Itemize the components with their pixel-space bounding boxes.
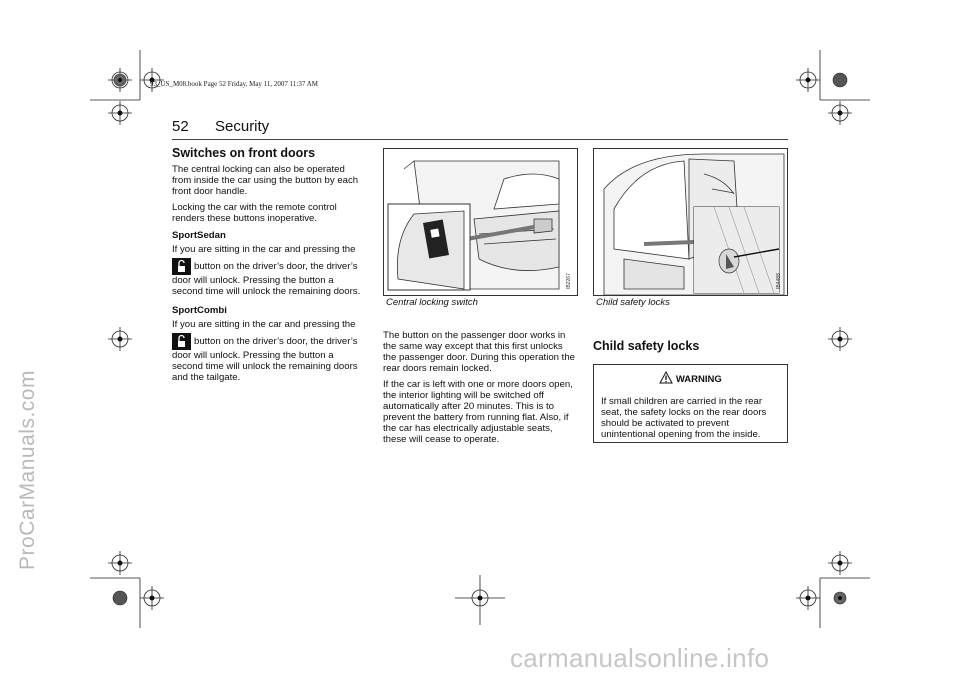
paragraph: [172, 244, 366, 255]
figure-code: IB4488: [776, 273, 782, 289]
print-header: 93_US_M08.book Page 52 Friday, May 11, 2007 11:37 AM: [150, 80, 318, 88]
paragraph: [172, 258, 366, 297]
header-rule: [172, 139, 788, 140]
rear-door-illustration: [594, 149, 787, 295]
warning-text: If small children are carried in the rear seat, the safety locks on the rear doors should be activated to prevent unintentional opening from the inside.: [601, 396, 767, 440]
paragraph: Locking the car with the remote control renders these buttons inoperative.: [172, 202, 337, 224]
subheading-sportcombi: SportCombi: [172, 305, 227, 316]
paragraph-text: If you are sitting in the car and pressing the: [172, 244, 356, 255]
page-number: 52: [172, 118, 189, 135]
door-interior-illustration: [384, 149, 577, 295]
paragraph-text: button on the driver’s door, the driver’s door will unlock. Pressing the button a second time will unlock the remaining doors and the tailgate.: [172, 336, 358, 383]
paragraph: [172, 319, 366, 330]
column-1: [172, 146, 366, 388]
paragraph: If the car is left with one or more doors open, the interior lighting will be switched off automatically after 20 minutes. This is to prevent the battery from running flat. Also, if the car has electrically adjustable seats, these will cease to operate.: [383, 379, 573, 445]
paragraph-text: button on the driver’s door, the driver’s door will unlock. Pressing the button a second time will unlock the remaining doors.: [172, 261, 361, 297]
figure-code: IB2267: [566, 273, 572, 289]
page-section-title: Security: [215, 118, 270, 135]
unlock-button-icon: [172, 333, 191, 350]
column-2: [383, 330, 576, 450]
paragraph-text: If you are sitting in the car and pressing the: [172, 319, 356, 330]
section-heading: Child safety locks: [593, 339, 700, 353]
figure-caption: Child safety locks: [596, 297, 670, 308]
warning-title: [594, 371, 787, 385]
paragraph: The button on the passenger door works in the same way except that this first unlocks the passenger door. During this operation the rear doors remain locked.: [383, 330, 576, 374]
footer-watermark: carmanualsonline.info: [510, 643, 770, 673]
unlock-button-icon: [172, 258, 191, 275]
paragraph: The central locking can also be operated from inside the car using the button by each front door handle.: [172, 164, 359, 197]
warning-triangle-icon: [659, 371, 673, 384]
section-heading: Switches on front doors: [172, 146, 316, 160]
subheading-sportsedan: SportSedan: [172, 230, 226, 241]
side-watermark: ProCarManuals.com: [16, 370, 39, 570]
paragraph: [172, 333, 366, 383]
figure-central-locking-switch: [383, 148, 578, 296]
figure-child-safety-locks: [593, 148, 788, 296]
warning-title-text: WARNING: [675, 374, 722, 385]
figure-caption: Central locking switch: [386, 297, 478, 308]
warning-box: [593, 364, 788, 443]
